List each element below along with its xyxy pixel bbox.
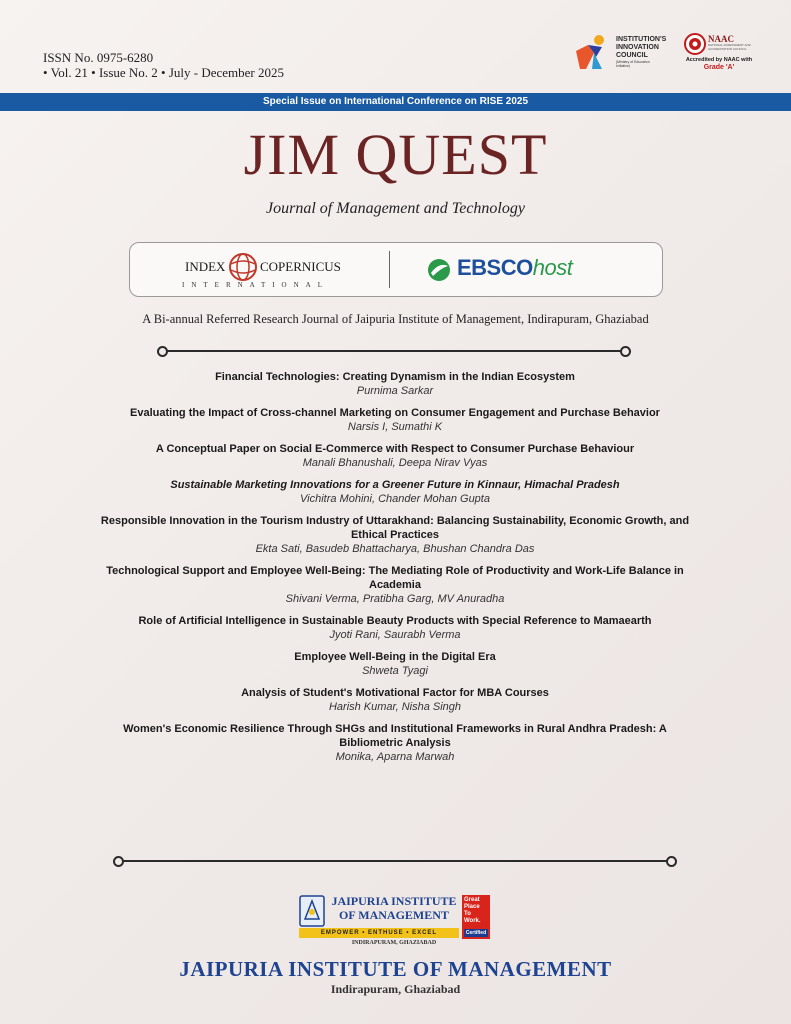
jaipuria-logo xyxy=(299,893,493,953)
article-item xyxy=(95,370,695,398)
article-authors: Vichitra Mohini, Chander Mohan Gupta xyxy=(300,493,490,505)
article-item xyxy=(95,564,695,606)
article-title: Role of Artificial Intelligence in Sustainable Beauty Products with Special Reference to Mamaearth xyxy=(138,615,652,627)
article-item xyxy=(95,722,695,764)
index-copernicus-international: INTERNATIONAL xyxy=(182,281,329,289)
indexing-box xyxy=(129,242,663,297)
indexing-divider xyxy=(389,251,390,288)
article-title: A Conceptual Paper on Social E-Commerce with Respect to Consumer Purchase Behaviour xyxy=(155,443,635,455)
article-authors: Manali Bhanushali, Deepa Nirav Vyas xyxy=(302,457,488,469)
article-authors: Ekta Sati, Basudeb Bhattacharya, Bhushan Chandra Das xyxy=(255,543,535,555)
article-title: Employee Well-Being in the Digital Era xyxy=(294,651,496,663)
article-title: Analysis of Student's Motivational Factor for MBA Courses xyxy=(241,687,549,699)
article-title: Sustainable Marketing Innovations for a Greener Future in Kinnaur, Himachal Pradesh xyxy=(170,479,620,491)
article-item xyxy=(95,614,695,642)
article-title: Financial Technologies: Creating Dynamism in the Indian Ecosystem xyxy=(215,371,575,383)
issn-block xyxy=(43,50,284,80)
iic-emblem-icon xyxy=(572,33,612,73)
naac-logo xyxy=(684,33,754,78)
article-authors: Narsis I, Sumathi K xyxy=(347,421,443,433)
iic-subtitle: (Ministry of Education Initiative) xyxy=(616,60,650,68)
article-item xyxy=(95,406,695,434)
article-item xyxy=(95,442,695,470)
ebsco-leaf-icon xyxy=(427,258,451,282)
iic-name: INSTITUTION'S INNOVATION COUNCIL xyxy=(616,36,667,59)
article-item xyxy=(95,686,695,714)
naac-grade: Grade 'A' xyxy=(703,64,735,71)
special-issue-banner: Special Issue on International Conference on RISE 2025 xyxy=(0,93,791,111)
article-item xyxy=(95,514,695,556)
article-title: Evaluating the Impact of Cross-channel Marketing on Consumer Engagement and Purchase Behavior xyxy=(130,407,660,419)
divider-end-dot xyxy=(113,856,124,867)
article-title: Responsible Innovation in the Tourism Industry of Uttarakhand: Balancing Sustainability, Economic Growth, and Ethical Practices xyxy=(100,515,690,541)
top-divider xyxy=(161,350,627,352)
gptw-certified: Certified xyxy=(465,930,487,936)
article-authors: Purnima Sarkar xyxy=(356,385,434,397)
issn-number: ISSN No. 0975-6280 xyxy=(43,50,154,65)
copernicus-globe-icon xyxy=(228,252,258,282)
article-item xyxy=(95,478,695,506)
article-title: Women's Economic Resilience Through SHGs and Institutional Frameworks in Rural Andhra Pradesh: A Bibliometric Analysis xyxy=(123,723,667,749)
naac-title: NAAC xyxy=(708,34,734,44)
article-authors: Shweta Tyagi xyxy=(362,665,428,677)
journal-title: JIM QUEST xyxy=(243,122,548,187)
jaipuria-logo-location: INDIRAPURAM, GHAZIABAD xyxy=(351,940,437,946)
divider-end-dot xyxy=(157,346,168,357)
article-item xyxy=(95,650,695,678)
ebscohost-logo: EBSCOhost xyxy=(457,255,573,280)
article-title: Technological Support and Employee Well-Being: The Mediating Role of Productivity and Work-Life Balance in Academia xyxy=(106,565,684,591)
naac-accredited: Accredited by NAAC with xyxy=(685,57,753,63)
institute-name: JAIPURIA INSTITUTE OF MANAGEMENT xyxy=(179,957,612,981)
divider-end-dot xyxy=(620,346,631,357)
article-authors: Jyoti Rani, Saurabh Verma xyxy=(329,629,461,641)
index-copernicus-right: COPERNICUS xyxy=(260,259,341,274)
index-copernicus-left: INDEX xyxy=(185,259,226,274)
article-list xyxy=(95,370,695,772)
divider-end-dot xyxy=(666,856,677,867)
naac-subtitle: NATIONAL ASSESSMENT AND ACCREDITATION COUNCIL xyxy=(708,43,751,51)
naac-seal-icon xyxy=(684,33,706,55)
article-authors: Harish Kumar, Nisha Singh xyxy=(328,701,462,713)
journal-subtitle: Journal of Management and Technology xyxy=(266,200,525,217)
iic-logo xyxy=(572,33,667,73)
jaipuria-motto: EMPOWER • ENTHUSE • EXCEL xyxy=(299,928,459,938)
journal-tagline: A Bi-annual Referred Research Journal of Jaipuria Institute of Management, Indirapuram, Ghaziabad xyxy=(142,312,649,326)
great-place-to-work-badge: Great Place To Work. Certified xyxy=(462,895,490,939)
jaipuria-logo-name: JAIPURIA INSTITUTE OF MANAGEMENT xyxy=(331,894,457,922)
article-authors: Monika, Aparna Marwah xyxy=(335,751,455,763)
institute-location: Indirapuram, Ghaziabad xyxy=(330,982,461,996)
volume-info: • Vol. 21 • Issue No. 2 • July - December 2025 xyxy=(43,65,285,80)
bottom-divider xyxy=(117,860,673,862)
jaipuria-emblem-icon xyxy=(299,895,325,927)
article-authors: Shivani Verma, Pratibha Garg, MV Anuradha xyxy=(285,593,505,605)
